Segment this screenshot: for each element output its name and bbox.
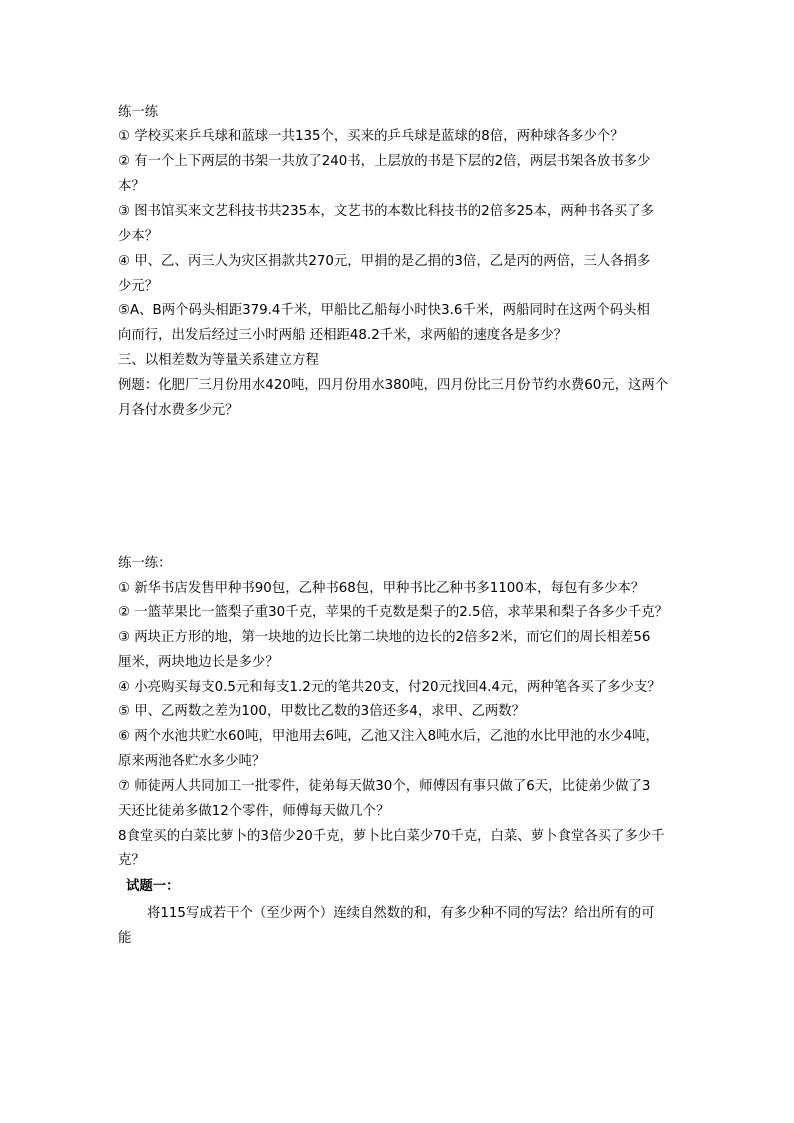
problem-line: 少元？ [118, 279, 159, 294]
problem-line: ② 有一个上下两层的书架一共放了240书，上层放的书是下层的2倍，两层书架各放书多少 [118, 154, 651, 169]
problem-line: ③ 图书馆买来文艺科技书共235本，文艺书的本数比科技书的2倍多25本，两种书各买了多 [118, 204, 655, 219]
section3-heading: 三、以相差数为等量关系建立方程 [118, 353, 319, 368]
problem-line: ④ 小亮购买每支0.5元和每支1.2元的笔共20支，付20元找回4.4元，两种笔各买了多少支？ [118, 680, 661, 695]
problem-line: ② 一篮苹果比一篮梨子重30千克，苹果的千克数是梨子的2.5倍，求苹果和梨子各多少千克？ [118, 605, 669, 620]
example-line: 月各付水费多少元？ [118, 403, 239, 418]
section2-heading: 练一练： [118, 556, 172, 571]
problem-line: 本？ [118, 179, 145, 194]
section1-heading: 练一练 [118, 105, 159, 120]
problem-line: ⑦ 师徒两人共同加工一批零件，徒弟每天做30个，师傅因有事只做了6天，比徒弟少做了3 [118, 779, 651, 794]
trial-line: 将115写成若干个（至少两个）连续自然数的和，有多少种不同的写法？给出所有的可 [147, 906, 655, 921]
problem-line: ① 学校买来乒乓球和蓝球一共135个，买来的乒乓球是蓝球的8倍，两种球各多少个？ [118, 129, 624, 144]
problem-line: ⑤ 甲、乙两数之差为100，甲数比乙数的3倍还多4，求甲、乙两数？ [118, 704, 526, 719]
problem-line: 少本？ [118, 229, 159, 244]
problem-line: ① 新华书店发售甲种书90包，乙种书68包，甲种书比乙种书多1100本，每包有多少本？ [118, 581, 645, 596]
example-line: 例题：化肥厂三月份用水420吨，四月份用水380吨，四月份比三月份节约水费60元，这两个 [118, 378, 669, 393]
trial-line: 能 [118, 931, 132, 946]
problem-line: 8食堂买的白菜比萝卜的3倍少20千克，萝卜比白菜少70千克，白菜、萝卜食堂各买了多少千 [118, 829, 665, 844]
problem-line: ③ 两块正方形的地，第一块地的边长比第二块地的边长的2倍多2米，而它们的周长相差56 [118, 630, 651, 645]
problem-line: ④ 甲、乙、丙三人为灾区捐款共270元，甲捐的是乙捐的3倍，乙是丙的两倍，三人各捐多 [118, 254, 651, 269]
problem-line: 厘米，两块地边长是多少？ [118, 655, 279, 670]
problem-line: ⑤A、B两个码头相距379.4千米，甲船比乙船每小时快3.6千米，两船同时在这两个码头相 [118, 303, 650, 318]
problem-line: 天还比徒弟多做12个零件，师傅每天做几个？ [118, 804, 390, 819]
problem-line: 向而行，出发后经过三小时两船 还相距48.2千米，求两船的速度各是多少？ [118, 328, 568, 343]
problem-line: ⑥ 两个水池共贮水60吨，甲池用去6吨，乙池又注入8吨水后，乙池的水比甲池的水少4吨， [118, 729, 659, 744]
problem-line: 原来两池各贮水多少吨？ [118, 754, 266, 769]
problem-line: 克？ [118, 853, 145, 868]
trial-heading: 试题一： [126, 879, 180, 894]
